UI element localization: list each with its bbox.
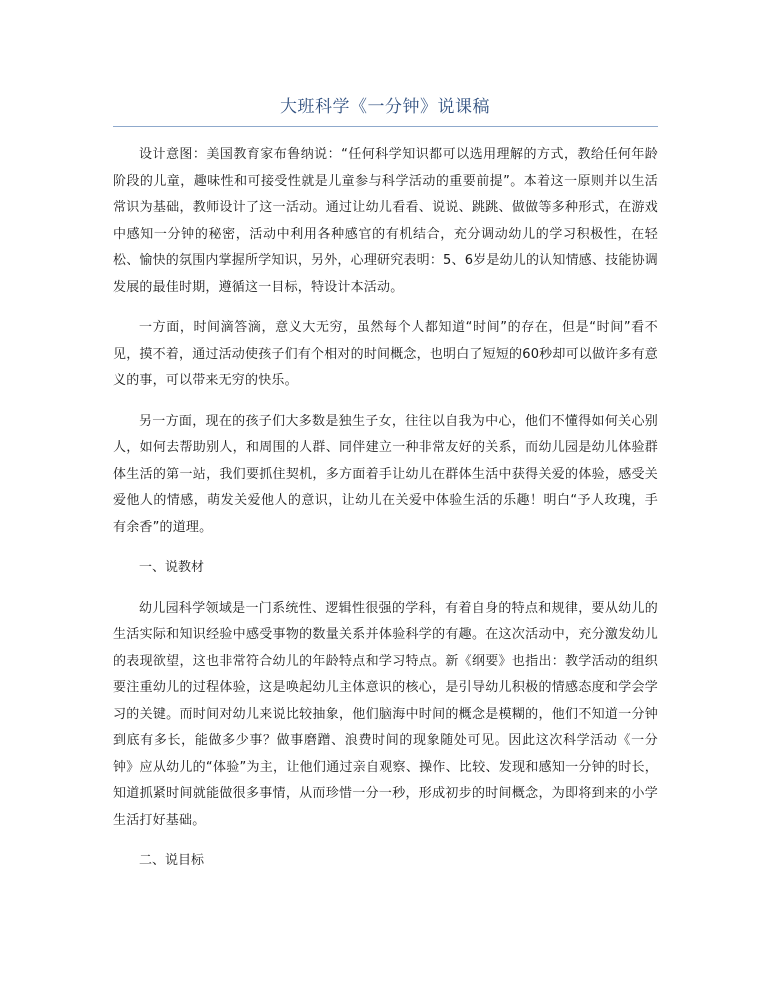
paragraph-caring-others: 另一方面，现在的孩子们大多数是独生子女，往往以自我为中心，他们不懂得如何关心别人，如何去帮助别人，和周围的人群、同伴建立一种非常友好的关系，而幼儿园是幼儿体验群体生活的第一站，我们要抓住契机，多方面着手让幼儿在群体生活中获得关爱的体验，感受关爱他人的情感，萌发关爱他人的意识，让幼儿在关爱中体验生活的乐趣！明白“予人玫瑰，手有余香”的道理。 bbox=[113, 413, 658, 535]
section-heading-objectives: 二、说目标 bbox=[139, 853, 205, 868]
title-underline bbox=[113, 126, 658, 127]
paragraph-teaching-material: 幼儿园科学领域是一门系统性、逻辑性很强的学科，有着自身的特点和规律，要从幼儿的生活实际和知识经验中感受事物的数量关系并体验科学的有趣。在这次活动中，充分激发幼儿的表现欲望，这也非常符合幼儿的年龄特点和学习特点。新《纲要》也指出：教学活动的组织要注重幼儿的过程体验，这是唤起幼儿主体意识的核心，是引导幼儿积极的情感态度和学会学习的关键。而时间对幼儿来说比较抽象，他们脑海中时间的概念是模糊的，他们不知道一分钟到底有多长，能做多少事？做事磨蹭、浪费时间的现象随处可见。因此这次科学活动《一分钟》应从幼儿的“体验”为主，让他们通过亲自观察、操作、比较、发现和感知一分钟的时长，知道抓紧时间就能做很多事情，从而珍惜一分一秒，形成初步的时间概念，为即将到来的小学生活打好基础。 bbox=[113, 600, 658, 828]
section-heading-teaching-material: 一、说教材 bbox=[139, 560, 205, 575]
paragraph-time-concept: 一方面，时间滴答滴，意义大无穷，虽然每个人都知道“时间”的存在，但是“时间”看不见，摸不着，通过活动使孩子们有个相对的时间概念，也明白了短短的60秒却可以做许多有意义的事，可以带来无穷的快乐。 bbox=[113, 320, 658, 388]
paragraph-design-intent: 设计意图：美国教育家布鲁纳说：“任何科学知识都可以选用理解的方式，教给任何年龄阶段的儿童，趣味性和可接受性就是儿童参与科学活动的重要前提”。本着这一原则并以生活常识为基础，教师设计了这一活动。通过让幼儿看看、说说、跳跳、做做等多种形式，在游戏中感知一分钟的秘密，活动中利用各种感官的有机结合，充分调动幼儿的学习积极性，在轻松、愉快的氛围内掌握所学知识，另外，心理研究表明：5、6岁是幼儿的认知情感、技能协调发展的最佳时期，遵循这一目标，特设计本活动。 bbox=[113, 147, 658, 295]
document-body bbox=[113, 142, 658, 889]
document-title: 大班科学《一分钟》说课稿 bbox=[280, 97, 490, 117]
